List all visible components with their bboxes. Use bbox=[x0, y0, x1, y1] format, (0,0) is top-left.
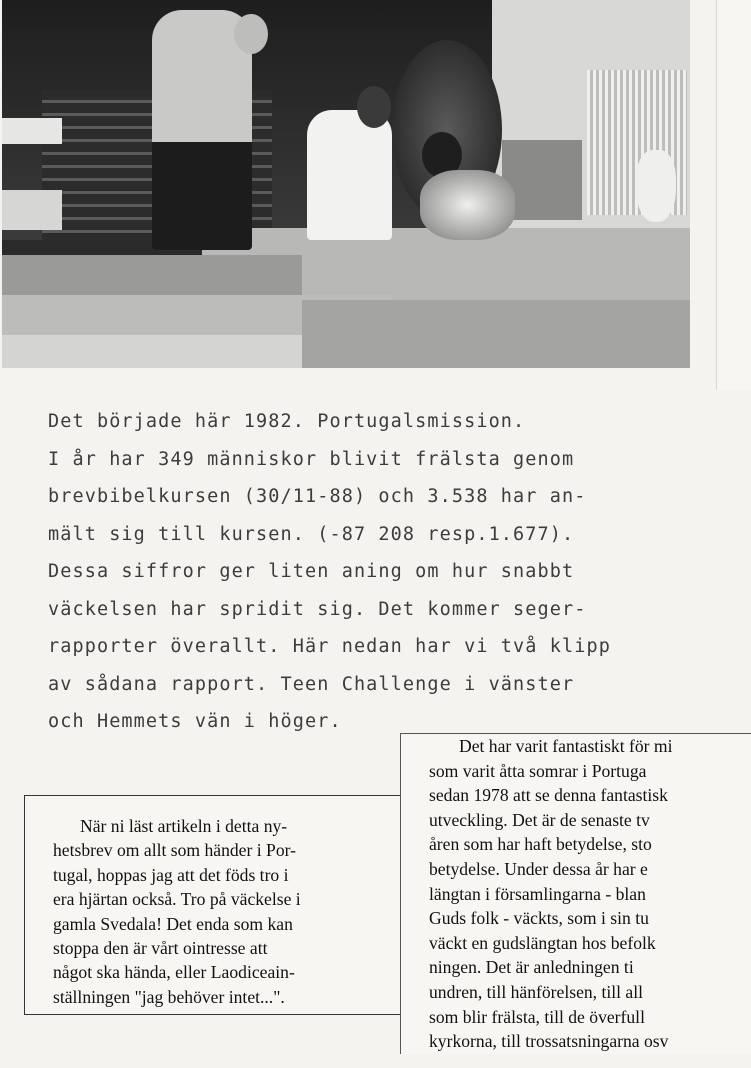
photo-vase bbox=[636, 150, 676, 222]
photo-flowers bbox=[420, 170, 515, 240]
typed-line: rapporter överallt. Här nedan har vi två klipp bbox=[48, 636, 611, 657]
clip-left-line: era hjärtan också. Tro på väckelse i bbox=[53, 889, 301, 910]
church-photo bbox=[2, 0, 690, 368]
clip-right-line: som varit åtta somrar i Portuga bbox=[429, 760, 647, 781]
clip-left-line: När ni läst artikeln i detta ny- bbox=[80, 816, 288, 836]
typed-line: brevbibelkursen (30/11-88) och 3.538 har an- bbox=[48, 486, 587, 507]
photo-man-white-coat bbox=[307, 110, 392, 240]
clip-left-line: ställningen "jag behöver intet...". bbox=[53, 986, 285, 1007]
typed-line: Det började här 1982. Portugalsmission. bbox=[48, 411, 526, 432]
clip-right-line: längtan i församlingarna - blan bbox=[429, 883, 646, 904]
clipping-right-text bbox=[429, 734, 751, 1054]
typed-line: väckelsen har spridit sig. Det kommer seger- bbox=[48, 598, 587, 620]
clipping-teen-challenge bbox=[24, 795, 404, 1015]
typed-line: av sådana rapport. Teen Challenge i vänster bbox=[48, 673, 575, 695]
clip-right-line: sedan 1978 att se denna fantastisk bbox=[429, 785, 668, 806]
clip-right-line: Det har varit fantastiskt för mi bbox=[459, 736, 673, 756]
clip-left-line: gamla Svedala! Det enda som kan bbox=[53, 913, 293, 934]
clip-right-line: utveckling. Det är de senaste tv bbox=[429, 809, 650, 830]
photo-post-top bbox=[2, 118, 62, 144]
typewritten-paragraph bbox=[48, 403, 743, 741]
clip-right-line: åren som har haft betydelse, sto bbox=[429, 834, 652, 855]
typed-line: mält sig till kursen. (-87 208 resp.1.677). bbox=[48, 523, 575, 545]
clip-left-line: stoppa den är vårt ointresse att bbox=[53, 938, 268, 959]
clip-left-line: hetsbrev om allt som händer i Por- bbox=[53, 840, 296, 861]
photo-post-bottom bbox=[2, 190, 62, 230]
clip-right-line: Guds folk - väckts, som i sin tu bbox=[429, 908, 649, 929]
photo-step-1 bbox=[2, 255, 302, 295]
typed-line: och Hemmets vän i höger. bbox=[48, 711, 342, 732]
clip-right-line: ningen. Det är anledningen ti bbox=[429, 957, 634, 978]
clip-right-line: kyrkorna, till trossatsningarna osv bbox=[429, 1031, 669, 1052]
typed-line: Dessa siffror ger liten aning om hur snabbt bbox=[48, 561, 575, 582]
clip-right-line: betydelse. Under dessa år har e bbox=[429, 858, 648, 879]
clipping-hemmets-van bbox=[400, 733, 751, 1054]
clip-right-line: väckt en gudslängtan hos befolk bbox=[429, 932, 656, 953]
clip-right-line: undren, till hänförelsen, till all bbox=[429, 981, 644, 1002]
photo-edge-strip bbox=[716, 0, 751, 390]
clip-left-line: tugal, hoppas jag att det föds tro i bbox=[53, 864, 289, 885]
photo-floor bbox=[302, 300, 690, 368]
clip-right-line: som blir frälsta, till de överfull bbox=[429, 1006, 645, 1027]
typed-line: I år har 349 människor blivit frälsta genom bbox=[48, 448, 575, 470]
photo-man2-head bbox=[357, 86, 391, 128]
photo-man-head bbox=[234, 14, 268, 54]
clip-left-line: något ska hända, eller Laodiceain- bbox=[53, 962, 295, 983]
clipping-left-text bbox=[53, 814, 393, 1009]
